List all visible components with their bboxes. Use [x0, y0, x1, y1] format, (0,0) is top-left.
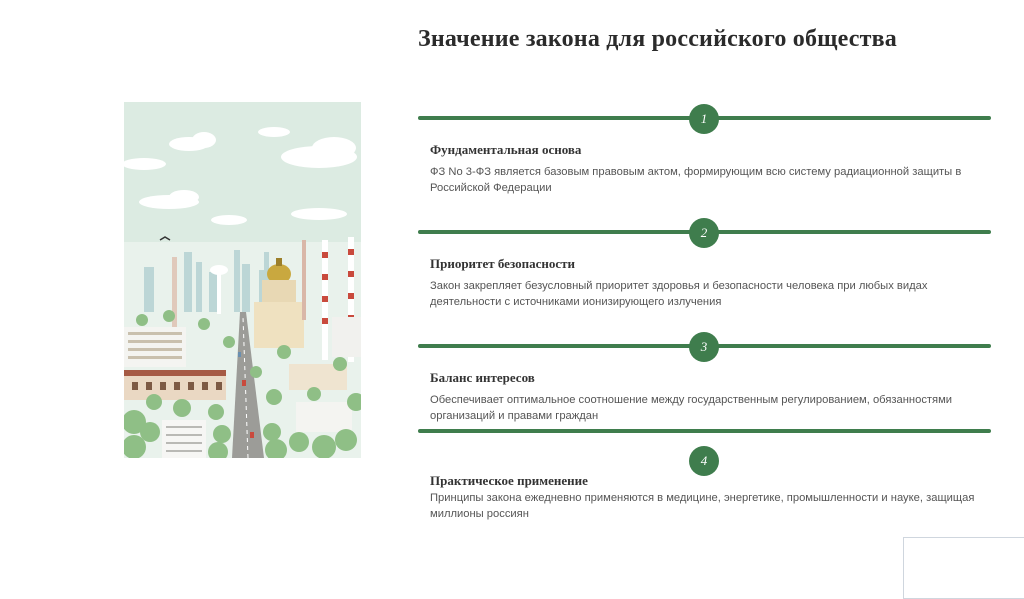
- item-1-text: ФЗ No 3-ФЗ является базовым правовым актом, формирующим всю систему радиационной защиты в Российской Федерации: [430, 166, 962, 194]
- item-4-text: Принципы закона ежедневно применяются в медицине, энергетике, промышленности и науке, защищая миллионы россиян: [430, 492, 975, 520]
- item-3-text: Обеспечивает оптимальное соотношение между государственным регулированием, обязанностями организаций и правами граждан: [430, 394, 953, 422]
- page-title: Значение закона для российского общества: [418, 26, 897, 52]
- item-3-title: Баланс интересов: [430, 370, 535, 385]
- item-4-title: Практическое применение: [430, 473, 588, 488]
- item-1-number-badge: 1: [689, 104, 719, 134]
- item-2-number-badge: 2: [689, 218, 719, 248]
- item-3-number-badge: 3: [689, 332, 719, 362]
- item-4-divider: [418, 429, 991, 433]
- item-1-title: Фундаментальная основа: [430, 142, 582, 157]
- corner-frame: [903, 537, 1024, 599]
- item-2-text: Закон закрепляет безусловный приоритет здоровья и безопасности человека при любых видах деятельности с источниками ионизирующего излучения: [430, 280, 928, 308]
- item-2-title: Приоритет безопасности: [430, 256, 575, 271]
- city-skyline-illustration: [124, 102, 361, 458]
- item-4-number-badge: 4: [689, 446, 719, 476]
